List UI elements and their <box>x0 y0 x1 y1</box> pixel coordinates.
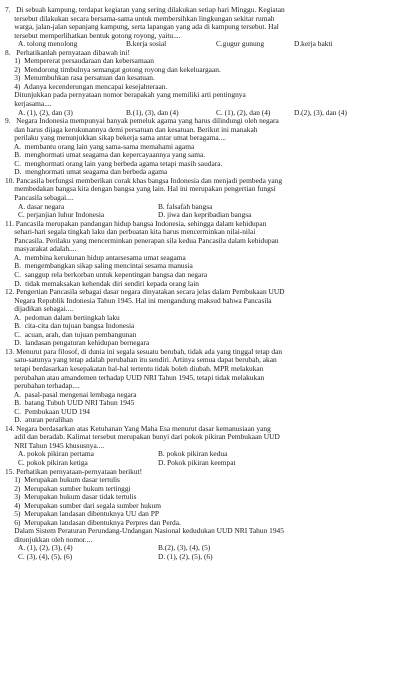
question-text-line: 11. Pancasila merupakan pandangan hidup bangsa Indonesia, sehingga dalam kehidupan <box>5 219 267 228</box>
answer-option[interactable]: D.(2), (3), dan (4) <box>294 108 347 117</box>
question-block <box>5 425 409 468</box>
question-text-line: 12. Pengertian Pancasila sebagai dasar negara dinyatakan secara jelas dalam Pembukaan UUD <box>5 288 285 297</box>
question-block <box>5 288 409 348</box>
answer-option[interactable]: B. pokok pikiran kedua <box>158 450 228 459</box>
answer-option[interactable]: A. dasar negara <box>18 202 65 211</box>
answer-option[interactable]: A. pokok pikiran pertama <box>18 450 94 459</box>
options-row <box>5 40 409 49</box>
question-line: sehari-hari segala tingkah laku dan perbuatan kita harus mencerminkan nilai-nilai <box>5 228 256 237</box>
options-row <box>5 450 409 459</box>
question-line: warga, jalan-jalan sepanjang kampung, serta lapangan yang ada di kampung tersebut. Hal <box>5 23 279 32</box>
question-line: ditunjukkan oleh nomor.... <box>5 535 93 544</box>
question-line: NRI Tahun 1945 khususnya.... <box>5 441 105 450</box>
question-line: Ditunjukkan pada pernyataan nomor berapakah yang memiliki arti pentingnya <box>5 91 246 100</box>
question-line: membedakan bangsa kita dengan bangsa yang lain. Hal ini merupakan pengertian fungsi <box>5 185 276 194</box>
options-row <box>5 553 409 562</box>
question-line: tersebut memperlihatkan bentuk gotong royong, yaitu.... <box>5 31 181 40</box>
question-line: B. batang Tubuh UUD NRI Tahun 1945 <box>5 399 135 408</box>
question-text-line: 10. Pancasila berfungsi memberikan corak khas bangsa Indonesia dan menjadi pembeda yang <box>5 176 283 185</box>
options-row <box>5 109 409 118</box>
question-line: perubahan terhadap.... <box>5 382 80 391</box>
answer-option[interactable]: C. (1), (2), dan (4) <box>216 108 271 117</box>
question-line: dijadikan sebagai.... <box>5 305 74 314</box>
question-line: 2) Mendorong timbulnya semangat gotong royong dan kekeluargaan. <box>5 65 221 74</box>
answer-option[interactable]: B.(1), (3), dan (4) <box>126 108 179 117</box>
question-line: A. pasal-pasal mengenai lembaga negara <box>5 390 137 399</box>
question-line: tersebut dilakukan secara bersama-sama untuk membersihkan lingkungan sekitar rumah <box>5 14 275 23</box>
question-line: 6) Merupakan landasan dibentuknya Perpres dan Perda. <box>5 518 181 527</box>
options-row <box>5 544 409 553</box>
question-line: 2) Merupakan sumber hukum tertinggi <box>5 484 131 493</box>
question-line: 4) Merupakan sumber dari segala sumber hukum <box>5 501 161 510</box>
question-block <box>5 468 409 562</box>
answer-option[interactable]: C. perjanjian luhur Indonesia <box>18 211 105 220</box>
question-line: 1) Merupakan hukum dasar tertulis <box>5 476 120 485</box>
question-line: Negara Republik Indonesia Tahun 1945. Hal ini mengandung maksud bahwa Pancasila <box>5 296 272 305</box>
answer-option[interactable]: B.(2), (3), (4), (5) <box>158 544 211 553</box>
question-block <box>5 348 409 425</box>
question-line: perilaku yang menunjukkan sikap bekerja sama antar umat beragama.... <box>5 134 227 143</box>
answer-option[interactable]: D.kerja bakti <box>294 40 333 49</box>
question-text-line: 8. Perhatikanlah pernyataan dibawah ini! <box>5 48 130 57</box>
question-line: Pancasila sebagai.... <box>5 194 74 203</box>
question-line: Pancasila. Perilaku yang mencerminkan penerapan sila kedua Pancasila dalam kehidupan <box>5 236 279 245</box>
question-line: B. mengembangkan sikap saling mencintai sesama manusia <box>5 262 193 271</box>
question-line: D. landasan pengaturan kehidupan bernegara <box>5 339 150 348</box>
question-line: dan harus dijaga kerukunannya demi persatuan dan kesatuan. Berikut ini manakah <box>5 125 258 134</box>
question-line: 3) Menumbuhkan rasa persatuan dan kesatuan. <box>5 74 155 83</box>
question-line: D. tidak memaksakan kehendak diri sendiri kepada orang lain <box>5 279 199 288</box>
question-text-line: 13. Menurut para filosof, di dunia ini segala sesuatu berubah, tidak ada yang tinggal tetap dan <box>5 347 283 356</box>
question-block <box>5 6 409 49</box>
question-text-line: 15. Perhatikan pernyataan-pernyataan berikut! <box>5 467 143 476</box>
question-block <box>5 117 409 177</box>
answer-option[interactable]: A. tolong menolong <box>18 40 78 49</box>
question-line: kerjasama.... <box>5 100 52 109</box>
question-line: satu-satunya yang tetap adalah perubahan itu sendiri. Artinya semua dapat berubah, akan <box>5 356 277 365</box>
answer-option[interactable]: A. (1), (2), dan (3) <box>18 108 73 117</box>
question-line: A. pedoman dalam bertingkah laku <box>5 313 120 322</box>
answer-option[interactable]: D. jiwa dan kepribadian bangsa <box>158 211 252 220</box>
question-line: C. acuan, arah, dan tujuan pembangunan <box>5 330 137 339</box>
options-row <box>5 203 409 212</box>
question-line: 1) Mempererat persaudaraan dan kebersamaan <box>5 57 154 66</box>
answer-option[interactable]: C. pokok pikiran ketiga <box>18 458 88 467</box>
answer-option[interactable]: B.kerja sosial <box>126 40 167 49</box>
question-line: B. cita-cita dan tujuan bangsa Indonesia <box>5 322 135 331</box>
options-row <box>5 211 409 220</box>
answer-option[interactable]: C.gugur gunung <box>216 40 265 49</box>
question-block <box>5 177 409 220</box>
options-row <box>5 459 409 468</box>
answer-option[interactable]: A. (1), (2), (3), (4) <box>18 544 73 553</box>
question-line: perubahan atau amandemen terhadap UUD NRI Tahun 1945, tetapi tidak melakukan <box>5 373 265 382</box>
question-line: tetapi berdasarkan kesepakatan hal-hal tertentu tidak boleh diubah. MPR melakukan <box>5 364 264 373</box>
answer-option[interactable]: D. Pokok pikiran keempat <box>158 458 236 467</box>
question-line: C. sanggup rela berkorban untuk kepentingan bangsa dan negara <box>5 270 208 279</box>
question-line: C. Pembukaan UUD 194 <box>5 407 90 416</box>
question-line: masyarakat adalah.... <box>5 245 77 254</box>
question-line: 5) Merupakan landasan dibentuknya UU dan PP <box>5 510 159 519</box>
question-line: adil dan beradab. Kalimat tersebut merupakan bunyi dari pokok pikiran Pembukaan UUD <box>5 433 280 442</box>
question-text-line: 7. Di sebuah kampung, terdapat kegiatan yang sering dilakukan setiap hari Minggu. Kegiatan <box>5 6 285 14</box>
question-line: B. menghormati umat seagama dan kepercayaannya yang sama. <box>5 151 206 160</box>
question-line: Dalam Sistem Peraturan Perundang-Undangan Nasional kedudukan UUD NRI Tahun 1945 <box>5 527 284 536</box>
question-line: C. menghormati orang lain yang berbeda agama tetapi masih saudara. <box>5 159 223 168</box>
answer-option[interactable]: C. (3), (4), (5), (6) <box>18 553 73 561</box>
answer-option[interactable]: D. (1), (2), (5), (6) <box>158 553 213 561</box>
question-text-line: 14. Negara berdasarkan atas Ketuhanan Yang Maha Esa menurut dasar kemanusiaan yang <box>5 424 271 433</box>
question-block <box>5 220 409 288</box>
question-line: A. membantu orang lain yang sama-sama memahami agama <box>5 142 195 151</box>
question-block <box>5 49 409 117</box>
question-line: A. membina kerukunan hidup antarsesama umat seagama <box>5 253 186 262</box>
question-line: D. menghormati umat seagama dan berbeda agama <box>5 168 168 177</box>
question-line: 3) Merupakan hukum dasar tidak tertulis <box>5 493 137 502</box>
answer-option[interactable]: B. falsafah bangsa <box>158 202 213 211</box>
question-line: 4) Adanya kecenderungan mencapai kesejahteraan. <box>5 82 168 91</box>
question-text-line: 9. Negara Indonesia mempunyai banyak pemeluk agama yang harus dilindungi oleh negara <box>5 117 279 126</box>
question-line: D. aturan peralihan <box>5 416 73 425</box>
